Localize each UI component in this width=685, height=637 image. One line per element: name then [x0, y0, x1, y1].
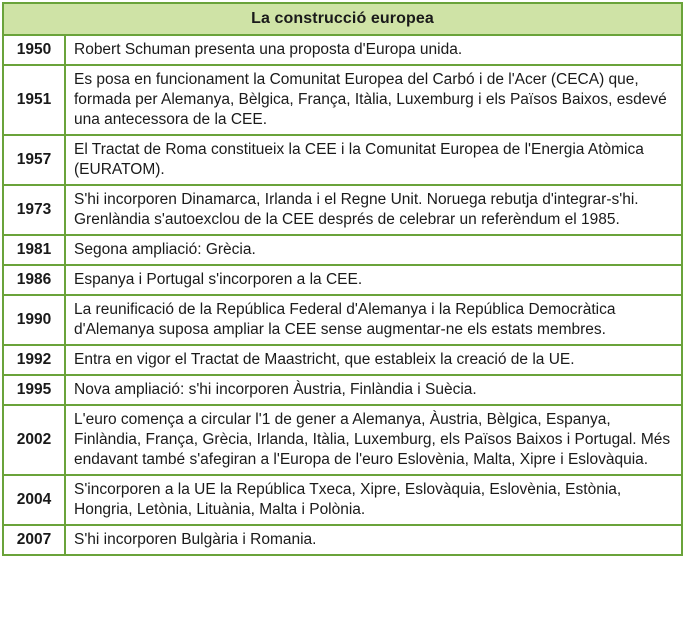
event-cell	[65, 475, 682, 525]
year-cell: 1981	[3, 235, 65, 265]
table-header-row	[3, 3, 682, 35]
table-row	[3, 185, 682, 235]
table-row	[3, 405, 682, 475]
event-cell	[65, 265, 682, 295]
event-cell	[65, 135, 682, 185]
event-text-line: Robert Schuman presenta una proposta d'Europa unida.	[74, 41, 463, 58]
table-row	[3, 345, 682, 375]
event-cell	[65, 295, 682, 345]
event-cell	[65, 375, 682, 405]
event-text-line: Espanya i Portugal s'incorporen a la CEE.	[74, 271, 363, 288]
event-cell	[65, 525, 682, 555]
year-cell: 2002	[3, 405, 65, 475]
table-row	[3, 135, 682, 185]
event-text-line: Segona ampliació: Grècia.	[74, 241, 256, 258]
table-row	[3, 235, 682, 265]
event-cell	[65, 235, 682, 265]
year-cell: 1992	[3, 345, 65, 375]
table-row	[3, 475, 682, 525]
table-row	[3, 295, 682, 345]
year-cell: 1995	[3, 375, 65, 405]
event-text-line: Entra en vigor el Tractat de Maastricht, que estableix la creació de la UE.	[74, 351, 575, 368]
table-row	[3, 65, 682, 135]
year-cell: 1957	[3, 135, 65, 185]
event-text-line: S'incorporen a la UE la República Txeca, Xipre, Eslovàquia, Eslovènia, Estònia,	[74, 481, 622, 498]
table-row	[3, 375, 682, 405]
table-row	[3, 525, 682, 555]
year-cell: 2007	[3, 525, 65, 555]
timeline-table	[2, 2, 683, 556]
event-text-line: S'hi incorporen Dinamarca, Irlanda i el Regne Unit. Noruega rebutja d'integrar-s'hi.	[74, 191, 639, 208]
event-text-line: d'Alemanya suposa ampliar la CEE sense augmentar-ne els estats membres.	[74, 321, 606, 338]
year-cell: 1990	[3, 295, 65, 345]
year-cell: 1951	[3, 65, 65, 135]
event-cell	[65, 345, 682, 375]
event-text-line: Grenlàndia s'autoexclou de la CEE després de celebrar un referèndum el 1985.	[74, 211, 620, 228]
event-text-line: una antecessora de la CEE.	[74, 111, 268, 128]
event-text-line: La reunificació de la República Federal d'Alemanya i la República Democràtica	[74, 301, 616, 318]
event-cell	[65, 405, 682, 475]
event-text-line: Nova ampliació: s'hi incorporen Àustria, Finlàndia i Suècia.	[74, 381, 477, 398]
event-cell	[65, 65, 682, 135]
event-cell	[65, 185, 682, 235]
event-text-line: Hongria, Letònia, Lituània, Malta i Polònia.	[74, 501, 366, 518]
event-text-line: Es posa en funcionament la Comunitat Europea del Carbó i de l'Acer (CECA) que,	[74, 71, 639, 88]
event-text-line: (EURATOM).	[74, 161, 165, 178]
event-text-line: formada per Alemanya, Bèlgica, França, Itàlia, Luxemburg i els Països Baixos, esdevé	[74, 91, 667, 108]
year-cell: 1950	[3, 35, 65, 65]
event-text-line: El Tractat de Roma constitueix la CEE i la Comunitat Europea de l'Energia Atòmica	[74, 141, 644, 158]
event-text-line: Finlàndia, França, Grècia, Irlanda, Itàlia, Luxemburg, els Països Baixos i Portugal. Més	[74, 431, 671, 448]
event-cell	[65, 35, 682, 65]
event-text-line: L'euro comença a circular l'1 de gener a Alemanya, Àustria, Bèlgica, Espanya,	[74, 411, 611, 428]
event-text-line: S'hi incorporen Bulgària i Romania.	[74, 531, 317, 548]
table-row	[3, 265, 682, 295]
event-text-line: endavant també s'afegiran a l'Europa de l'euro Eslovènia, Malta, Xipre i Eslovàquia.	[74, 451, 649, 468]
table-body	[3, 35, 682, 555]
year-cell: 1973	[3, 185, 65, 235]
table-title: La construcció europea	[3, 3, 682, 35]
year-cell: 2004	[3, 475, 65, 525]
table-row	[3, 35, 682, 65]
year-cell: 1986	[3, 265, 65, 295]
